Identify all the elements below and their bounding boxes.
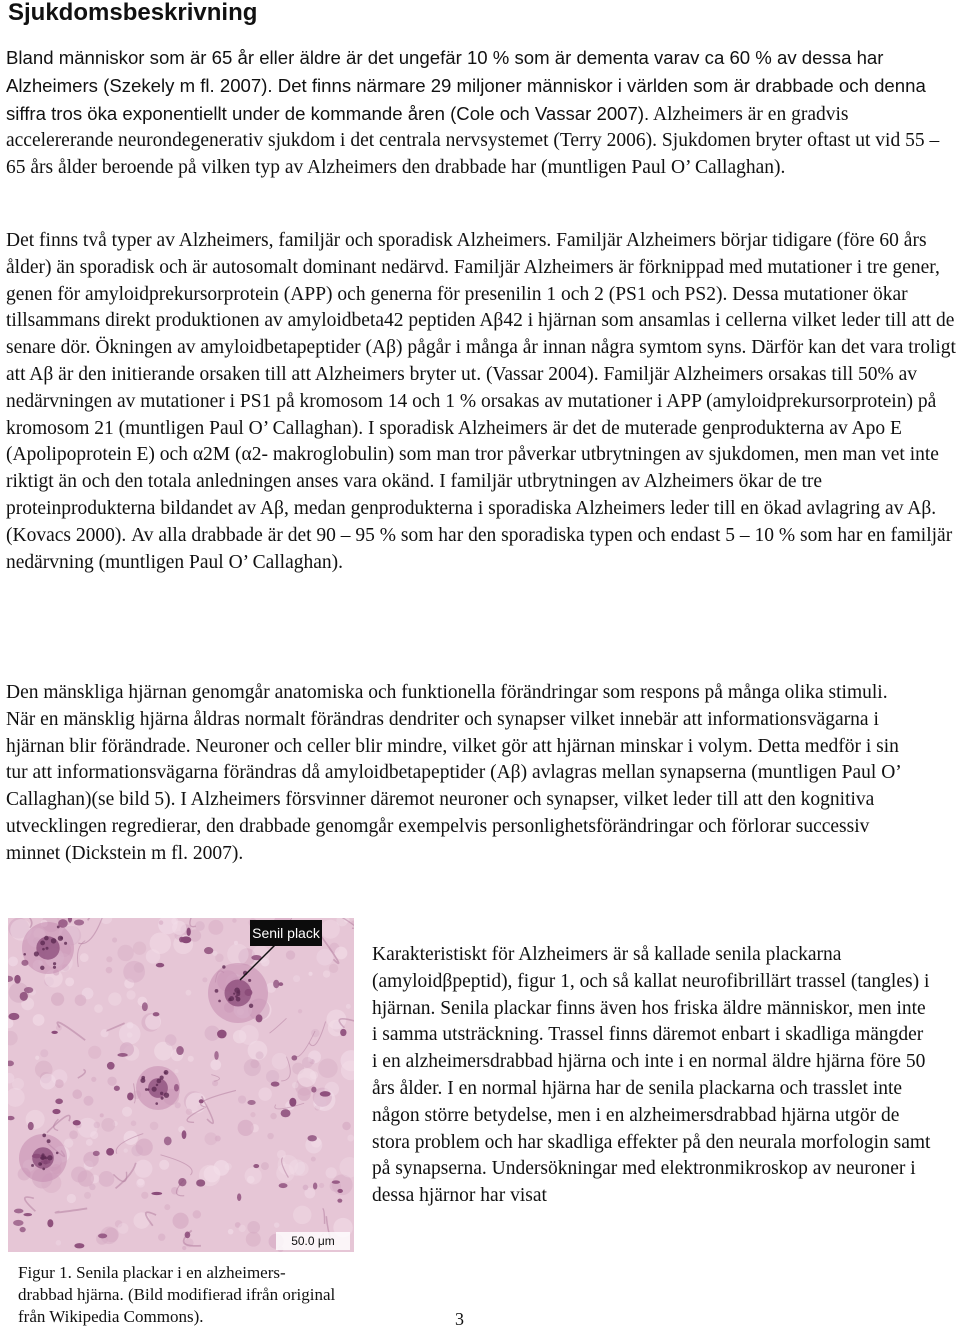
section-heading: Sjukdomsbeskrivning: [8, 0, 258, 26]
paragraph-prevalence-definition: Alzheimers är en gradvis accelererande neurondegenerativ sjukdom i det centrala nervsystemet (Terry 2006). Sjukdomen bryter oftast ut vid 55 – 65 års ålder beroende på vilken typ av Alzheimers den drabbade har (muntligen Paul O’ Callaghan).: [6, 103, 940, 179]
micrograph-figure: [8, 918, 354, 1252]
micrograph-image: [8, 918, 354, 1252]
paragraph-plaques: Karakteristiskt för Alzheimers är så kallade senila plackarna (amyloidβpeptid), figur 1, och så kallat neurofibrillärt trassel (tangles) i hjärnan. Senila plackar finns även hos friska äldre människor, men inte i samma utsträckning. Trassel finns däremot enbart i skadliga mängder i en alzheimersdrabbad hjärna och inte i en normal äldre hjärna före 50 års ålder. I en normal hjärna har de senila plackarna och trasslet inte någon större betydelse, men i en alzheimersdrabbad hjärna utgör de stora problem och har skadliga effekter på den neurala morfologin samt på synapserna. Undersökningar med elektronmikroskop av neuroner i dessa hjärnor har visat: [372, 944, 931, 1207]
page-number: 3: [455, 1309, 464, 1329]
paragraph-prevalence: [6, 45, 960, 182]
paragraph-prevalence-intro: Bland människor som är 65 år eller äldre är det ungefär 10 % som är dementa varav ca 60 % av dessa har Alzheimers (Szekely m fl. 2007). Det finns närmare 29 miljoner människor i världen som är drabbade och denna siffra tros öka exponentiellt under de kommande åren (Cole och Vassar 2007).: [6, 47, 926, 124]
figure-caption: Figur 1. Senila plackar i en alzheimers- drabbad hjärna. (Bild modifierad ifrån original från Wikipedia Commons).: [18, 1263, 336, 1326]
paragraph-brain-changes: Den mänskliga hjärnan genomgår anatomiska och funktionella förändringar som respons på många olika stimuli. När en mänsklig hjärna åldras normalt förändras dendriter och synapser vilket innebär att informationsvägarna i hjärnan blir förändrade. Neuroner och celler blir mindre, vilket gör att hjärnan minskar i volym. Detta medför i sin tur att informationsvägarna förändras då amyloidbetapeptider (Aβ) avlagras mellan synapserna (muntligen Paul O’ Callaghan)(se bild 5). I Alzheimers försvinner däremot neuroner och synapser, vilket leder till att den kognitiva utvecklingen regredierar, den drabbade genomgår exempelvis personlighetsförändringar och förlorar successiv minnet (Dickstein m fl. 2007).: [6, 682, 901, 864]
scale-bar-label: 50.0 μm: [276, 1232, 350, 1250]
paragraph-types: Det finns två typer av Alzheimers, familjär och sporadisk Alzheimers. Familjär Alzheimers börjar tidigare (före 60 års ålder) än sporadisk och är autosomalt dominant nedärvd. Familjär Alzheimers är förknippad med mutationer i tre gener, genen för amyloidprekursorprotein (APP) och generna för presenilin 1 och 2 (PS1 och PS2). Dessa mutationer ökar tillsammans direkt produktionen av amyloidbeta42 peptiden Aβ42 i hjärnan som ansamlas i cellerna vilket leder till att de senare dör. Ökningen av amyloidbetapeptider (Aβ) pågår i många år innan några symtom syns. Därför kan det vara troligt att Aβ är den initierande orsaken till att Alzheimers bryter ut. (Vassar 2004). Familjär Alzheimers orsakas till 50% av nedärvningen av mutationer i PS1 på kromosom 14 och 1 % orsakas av mutationer i APP (amyloidprekursorprotein) på kromosom 21 (muntligen Paul O’ Callaghan). I sporadisk Alzheimers är det de muterade genprodukterna av Apo E (Apolipoprotein E) och α2M (α2- makroglobulin) som man tror påverkar utbrytningen av sjukdomen, men man vet inte riktigt än och den totala anledningen anses vara okänd. I familjär utbrytningen av Alzheimers ökar de tre proteinprodukterna bildandet av Aβ, medan genprodukterna i sporadiska Alzheimers leder till en ökad avlagring av Aβ. (Kovacs 2000). Av alla drabbade är det 90 – 95 % som har den sporadiska typen och endast 5 – 10 % som har en familjär nedärvning (muntligen Paul O’ Callaghan).: [6, 230, 956, 573]
senile-plaque-label: Senil plack: [250, 920, 322, 946]
